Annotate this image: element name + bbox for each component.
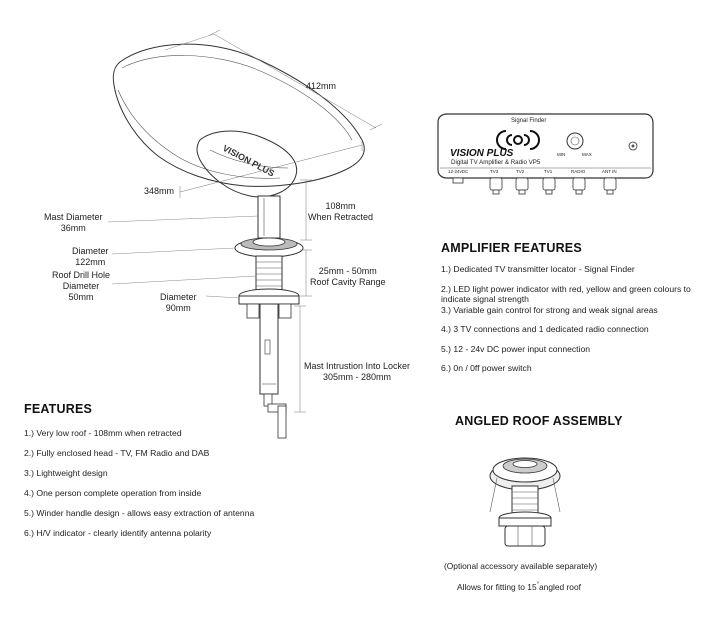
port-label-tv3: TV3 xyxy=(490,169,499,174)
nut-diameter-title: Diameter xyxy=(160,292,197,302)
gain-max-label: MAX xyxy=(582,152,592,157)
flange-diameter-title: Diameter xyxy=(72,246,109,256)
drill-hole-subtitle: Diameter xyxy=(62,281,100,291)
amplifier-feature-item: 3.) Variable gain control for strong and weak signal areas xyxy=(441,304,658,315)
antenna-brand-text: VISION PLUS xyxy=(221,142,277,179)
drill-hole-value: 50mm xyxy=(68,292,94,302)
amplifier-feature-item: 1.) Dedicated TV transmitter locator - Signal Finder xyxy=(441,264,635,274)
angle-note-suffix: angled roof xyxy=(539,581,581,592)
amplifier-feature-item: 5.) 12 - 24v DC power input connection xyxy=(441,343,591,354)
feature-item: 2.) Fully enclosed head - TV, FM Radio and DAB xyxy=(24,448,210,458)
amplifier-feature-item: 6.) 0n / 0ff power switch xyxy=(441,363,532,373)
angled-roof-assembly xyxy=(490,458,560,546)
port-label-tv1: TV1 xyxy=(544,169,553,174)
accessory-note: (Optional accessory available separately) xyxy=(444,561,598,571)
gain-min-label: MIN xyxy=(557,152,566,157)
degree-sign: ° xyxy=(536,582,540,588)
amplifier-features-title: AMPLIFIER FEATURES xyxy=(441,241,582,255)
nut-diameter-value: 90mm xyxy=(165,303,191,313)
port-label-tv2: TV2 xyxy=(516,169,525,174)
feature-item: 4.) One person complete operation from inside xyxy=(24,488,202,498)
intrusion-value: 305mm - 280mm xyxy=(323,372,392,382)
port-label-power: 12-24vDC xyxy=(448,169,469,174)
feature-item: 5.) Winder handle design - allows easy extraction of antenna xyxy=(24,508,255,518)
amplifier-feature-item: 2.) LED light power indicator with red, yellow and green colours to xyxy=(441,283,691,294)
feature-item: 1.) Very low roof - 108mm when retracted xyxy=(24,428,182,438)
amplifier-brand: VISION PLUS xyxy=(450,148,514,159)
height-value: 108mm xyxy=(325,201,356,211)
angle-note-prefix: Allows for fitting to 15 xyxy=(457,581,537,592)
amplifier-feature-item: 4.) 3 TV connections and 1 dedicated radio connection xyxy=(441,324,649,334)
angled-roof-title: ANGLED ROOF ASSEMBLY xyxy=(455,414,623,428)
port-label-radio: RADIO xyxy=(571,169,586,174)
features-title: FEATURES xyxy=(24,402,93,416)
dim-348-label: 348mm xyxy=(144,186,175,196)
dim-412-label: 412mm xyxy=(306,81,337,91)
signal-finder-label: Signal Finder xyxy=(511,118,547,124)
drill-hole-title: Roof Drill Hole xyxy=(52,270,111,280)
angle-note xyxy=(457,580,581,593)
amplifier-subtitle: Digital TV Amplifier & Radio VP5 xyxy=(451,159,541,166)
feature-item: 6.) H/V indicator - clearly identify antenna polarity xyxy=(24,528,212,538)
port-label-ant-in: ANT IN xyxy=(602,169,617,174)
height-caption: When Retracted xyxy=(308,212,374,222)
feature-item: 3.) Lightweight design xyxy=(24,468,108,478)
mast-diameter-title: Mast Diameter xyxy=(44,212,103,222)
cavity-value: 25mm - 50mm xyxy=(318,266,377,276)
flange-diameter-value: 122mm xyxy=(75,257,106,267)
intrusion-title: Mast Intrustion Into Locker xyxy=(304,361,411,371)
cavity-caption: Roof Cavity Range xyxy=(310,277,386,287)
amplifier-feature-item: indicate signal strength xyxy=(441,294,529,304)
mast-diameter-value: 36mm xyxy=(60,223,86,233)
